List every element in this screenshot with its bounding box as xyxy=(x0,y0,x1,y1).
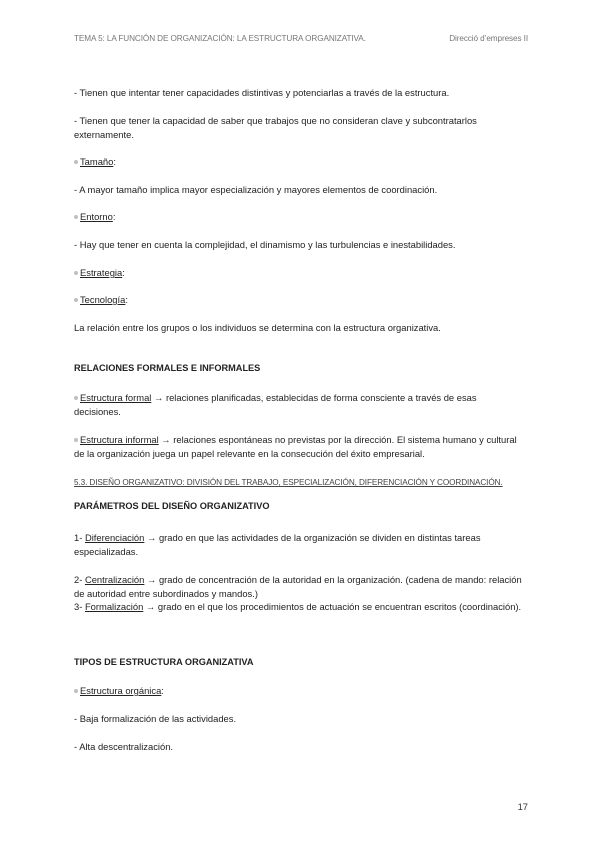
bullet-dot-icon xyxy=(74,298,78,302)
bullet-dot-icon xyxy=(74,271,78,275)
item-label: Centralización xyxy=(84,574,145,585)
bullet-label: Estructura informal xyxy=(80,434,159,445)
bullet-informal xyxy=(74,433,526,460)
parameter-3 xyxy=(74,600,526,614)
paragraph: - Baja formalización de las actividades. xyxy=(74,713,237,724)
heading-relaciones: RELACIONES FORMALES E INFORMALES xyxy=(74,363,261,373)
item-text: → grado de concentración de la autoridad en la organización. (cadena de mando: relación de autoridad entre subordinados y mandos.) xyxy=(74,574,522,599)
bullet-dot-icon xyxy=(74,215,78,219)
paragraph: La relación entre los grupos o los individuos se determina con la estructura organizativa. xyxy=(74,322,441,333)
item-number: 2- xyxy=(74,574,85,585)
bullet-label: Entorno xyxy=(80,211,113,222)
section-heading-5-3: 5.3. DISEÑO ORGANIZATIVO: DIVISIÓN DEL TRABAJO, ESPECIALIZACIÓN, DIFERENCIACIÓN Y COORDINACIÓN. xyxy=(74,478,503,487)
heading-parametros: PARÁMETROS DEL DISEÑO ORGANIZATIVO xyxy=(74,501,270,511)
parameter-1 xyxy=(74,531,526,558)
bullet-formal xyxy=(74,391,526,418)
bullet-label: Tamaño xyxy=(80,156,114,167)
bullet-organica: Estructura orgánica: xyxy=(74,684,526,698)
bullet-label: Tecnología xyxy=(80,294,126,305)
bullet-entorno: Entorno: xyxy=(74,210,526,224)
parameter-2 xyxy=(74,573,526,600)
heading-tipos: TIPOS DE ESTRUCTURA ORGANIZATIVA xyxy=(74,657,254,667)
item-text: → grado en el que los procedimientos de actuación se encuentran escritos (coordinación). xyxy=(143,601,522,612)
header-title: TEMA 5: LA FUNCIÓN DE ORGANIZACIÓN: LA ESTRUCTURA ORGANIZATIVA. xyxy=(74,34,366,43)
bullet-label: Estructura orgánica xyxy=(80,685,162,696)
paragraph: - Tienen que intentar tener capacidades distintivas y potenciarlas a través de la estructura. xyxy=(74,87,450,98)
bullet-text: → relaciones planificadas, establecidas de forma consciente a través de esas decisiones. xyxy=(74,392,477,417)
bullet-label: Estrategia xyxy=(80,267,123,278)
header-course: Direcció d’empreses II xyxy=(449,34,528,43)
bullet-dot-icon xyxy=(74,160,78,164)
item-label: Diferenciación xyxy=(84,532,145,543)
bullet-dot-icon xyxy=(74,438,78,442)
item-number: 3- xyxy=(74,601,85,612)
bullet-estrategia: Estrategia: xyxy=(74,266,526,280)
paragraph: - Tienen que tener la capacidad de saber que trabajos que no consideran clave y subcontratarlos externamente. xyxy=(74,115,477,140)
item-label: Formalización xyxy=(84,601,144,612)
paragraph: - A mayor tamaño implica mayor especialización y mayores elementos de coordinación. xyxy=(74,184,438,195)
bullet-dot-icon xyxy=(74,689,78,693)
item-number: 1- xyxy=(74,532,85,543)
bullet-text: → relaciones espontáneas no previstas por la dirección. El sistema humano y cultural de la organización juega un papel relevante en la consecución del éxito empresarial. xyxy=(74,434,517,459)
bullet-tamano: Tamaño: xyxy=(74,155,526,169)
item-text: → grado en que las actividades de la organización se dividen en distintas tareas especializadas. xyxy=(74,532,481,557)
paragraph: - Hay que tener en cuenta la complejidad, el dinamismo y las turbulencias e inestabilidades. xyxy=(74,239,456,250)
page-number: 17 xyxy=(517,801,528,812)
bullet-tecnologia: Tecnología: xyxy=(74,293,526,307)
bullet-label: Estructura formal xyxy=(80,392,152,403)
bullet-dot-icon xyxy=(74,396,78,400)
paragraph: - Alta descentralización. xyxy=(74,741,174,752)
